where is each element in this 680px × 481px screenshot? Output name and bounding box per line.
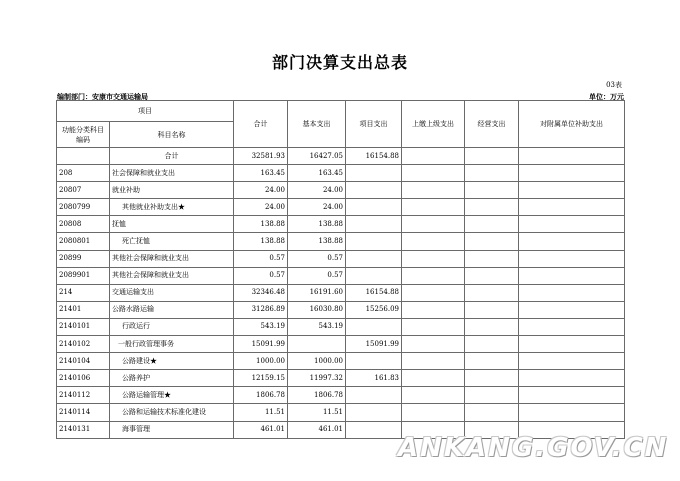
row-upward — [402, 387, 465, 404]
row-project — [346, 421, 402, 438]
row-upward — [402, 250, 465, 267]
row-total: 12159.15 — [234, 370, 288, 387]
header-name: 科目名称 — [110, 122, 234, 148]
row-basic: 1806.78 — [288, 387, 346, 404]
row-name: 海事管理 — [110, 421, 234, 438]
row-upward — [402, 301, 465, 318]
row-basic: 163.45 — [288, 165, 346, 182]
row-total: 138.88 — [234, 233, 288, 250]
row-name: 公路运输管理★ — [110, 387, 234, 404]
row-total: 15091.99 — [234, 336, 288, 353]
row-business — [465, 404, 519, 421]
row-upward — [402, 404, 465, 421]
row-project — [346, 404, 402, 421]
row-subsidy — [519, 165, 625, 182]
row-project — [346, 387, 402, 404]
row-code: 2140114 — [57, 404, 110, 421]
row-business — [465, 216, 519, 233]
row-code: 2080801 — [57, 233, 110, 250]
table-row — [57, 165, 625, 182]
row-total: 31286.89 — [234, 301, 288, 318]
row-name: 就业补助 — [110, 182, 234, 199]
header-subsidy: 对附属单位补助支出 — [519, 101, 625, 148]
row-project — [346, 199, 402, 216]
row-upward — [402, 182, 465, 199]
table-row — [57, 318, 625, 335]
row-total: 24.00 — [234, 182, 288, 199]
row-total: 32581.93 — [234, 148, 288, 165]
header-upward: 上缴上级支出 — [402, 101, 465, 148]
row-upward — [402, 336, 465, 353]
row-business — [465, 250, 519, 267]
row-name: 其他社会保障和就业支出 — [110, 250, 234, 267]
row-code: 2140104 — [57, 353, 110, 370]
row-project — [346, 216, 402, 233]
row-upward — [402, 233, 465, 250]
row-code — [57, 148, 110, 165]
row-basic: 138.88 — [288, 216, 346, 233]
row-basic: 11.51 — [288, 404, 346, 421]
row-total: 543.19 — [234, 318, 288, 335]
row-total: 11.51 — [234, 404, 288, 421]
row-basic: 16191.60 — [288, 284, 346, 301]
row-upward — [402, 165, 465, 182]
form-number: 03表 — [606, 81, 622, 89]
row-business — [465, 165, 519, 182]
row-upward — [402, 318, 465, 335]
row-subsidy — [519, 148, 625, 165]
row-business — [465, 199, 519, 216]
row-name: 一般行政管理事务 — [110, 336, 234, 353]
table-row — [57, 301, 625, 318]
row-name: 其他就业补助支出★ — [110, 199, 234, 216]
row-business — [465, 353, 519, 370]
watermark: ANKANG.GOV.CN — [398, 433, 669, 463]
row-business — [465, 267, 519, 284]
page-title: 部门决算支出总表 — [271, 53, 408, 72]
row-code: 2140106 — [57, 370, 110, 387]
row-project: 161.83 — [346, 370, 402, 387]
row-business — [465, 301, 519, 318]
row-subsidy — [519, 233, 625, 250]
table-row — [57, 182, 625, 199]
table-row — [57, 199, 625, 216]
row-project — [346, 165, 402, 182]
row-subsidy — [519, 267, 625, 284]
row-code: 2140101 — [57, 318, 110, 335]
row-code: 20807 — [57, 182, 110, 199]
row-name: 其他社会保障和就业支出 — [110, 267, 234, 284]
row-upward — [402, 267, 465, 284]
table-row — [57, 233, 625, 250]
row-basic: 461.01 — [288, 421, 346, 438]
row-business — [465, 336, 519, 353]
row-code: 21401 — [57, 301, 110, 318]
unit-label: 单位： — [589, 92, 610, 101]
row-subsidy — [519, 353, 625, 370]
row-project — [346, 233, 402, 250]
row-upward — [402, 370, 465, 387]
row-project: 16154.88 — [346, 284, 402, 301]
unit-value: 万元 — [610, 92, 624, 101]
row-basic: 11997.32 — [288, 370, 346, 387]
row-subsidy — [519, 370, 625, 387]
row-business — [465, 233, 519, 250]
row-name: 公路水路运输 — [110, 301, 234, 318]
header-business: 经营支出 — [465, 101, 519, 148]
row-code: 2089901 — [57, 267, 110, 284]
row-basic: 24.00 — [288, 199, 346, 216]
row-project — [346, 353, 402, 370]
row-basic: 543.19 — [288, 318, 346, 335]
row-name: 死亡抚恤 — [110, 233, 234, 250]
row-project: 15256.09 — [346, 301, 402, 318]
row-total: 1000.00 — [234, 353, 288, 370]
row-basic: 16030.80 — [288, 301, 346, 318]
row-basic: 16427.05 — [288, 148, 346, 165]
row-subsidy — [519, 404, 625, 421]
header-code: 功能分类科目编码 — [57, 122, 110, 148]
row-business — [465, 182, 519, 199]
row-upward — [402, 353, 465, 370]
table-row — [57, 387, 625, 404]
row-total: 163.45 — [234, 165, 288, 182]
row-total: 1806.78 — [234, 387, 288, 404]
row-name: 抚恤 — [110, 216, 234, 233]
table-row — [57, 370, 625, 387]
row-subsidy — [519, 284, 625, 301]
row-name: 公路养护 — [110, 370, 234, 387]
row-total: 461.01 — [234, 421, 288, 438]
header-project: 项目支出 — [346, 101, 402, 148]
row-total: 138.88 — [234, 216, 288, 233]
row-code: 2080799 — [57, 199, 110, 216]
row-code: 214 — [57, 284, 110, 301]
row-subsidy — [519, 301, 625, 318]
row-total: 24.00 — [234, 199, 288, 216]
row-subsidy — [519, 318, 625, 335]
row-project — [346, 182, 402, 199]
row-code: 2140112 — [57, 387, 110, 404]
row-subsidy — [519, 199, 625, 216]
row-business — [465, 387, 519, 404]
row-basic: 1000.00 — [288, 353, 346, 370]
row-total: 0.57 — [234, 267, 288, 284]
row-upward — [402, 284, 465, 301]
row-subsidy — [519, 336, 625, 353]
row-basic: 138.88 — [288, 233, 346, 250]
row-name: 交通运输支出 — [110, 284, 234, 301]
row-business — [465, 284, 519, 301]
row-code: 20808 — [57, 216, 110, 233]
row-project — [346, 250, 402, 267]
header-total: 合计 — [234, 101, 288, 148]
row-basic: 0.57 — [288, 267, 346, 284]
header-item: 项目 — [57, 101, 234, 122]
row-upward — [402, 148, 465, 165]
row-subsidy — [519, 216, 625, 233]
row-subsidy — [519, 250, 625, 267]
row-project — [346, 318, 402, 335]
row-code: 2140131 — [57, 421, 110, 438]
row-basic — [288, 336, 346, 353]
row-code: 2140102 — [57, 336, 110, 353]
table-row — [57, 148, 625, 165]
row-name: 社会保障和就业支出 — [110, 165, 234, 182]
row-upward — [402, 199, 465, 216]
expenditure-table — [56, 100, 625, 439]
row-name: 公路和运输技术标准化建设 — [110, 404, 234, 421]
row-project: 16154.88 — [346, 148, 402, 165]
row-project: 15091.99 — [346, 336, 402, 353]
table-row — [57, 336, 625, 353]
header-basic: 基本支出 — [288, 101, 346, 148]
table-row — [57, 404, 625, 421]
row-name: 合计 — [110, 148, 234, 165]
row-code: 208 — [57, 165, 110, 182]
org-label: 编制部门： — [57, 92, 92, 101]
row-total: 32346.48 — [234, 284, 288, 301]
table-row — [57, 353, 625, 370]
row-business — [465, 318, 519, 335]
table-row — [57, 250, 625, 267]
table-row — [57, 216, 625, 233]
row-upward — [402, 216, 465, 233]
row-name: 公路建设★ — [110, 353, 234, 370]
table-row — [57, 267, 625, 284]
row-subsidy — [519, 387, 625, 404]
row-basic: 24.00 — [288, 182, 346, 199]
table-row — [57, 284, 625, 301]
row-business — [465, 370, 519, 387]
row-basic: 0.57 — [288, 250, 346, 267]
org-name: 安康市交通运输局 — [92, 92, 148, 101]
row-total: 0.57 — [234, 250, 288, 267]
row-subsidy — [519, 182, 625, 199]
row-code: 20899 — [57, 250, 110, 267]
table-body — [57, 148, 625, 439]
row-name: 行政运行 — [110, 318, 234, 335]
row-business — [465, 148, 519, 165]
row-project — [346, 267, 402, 284]
